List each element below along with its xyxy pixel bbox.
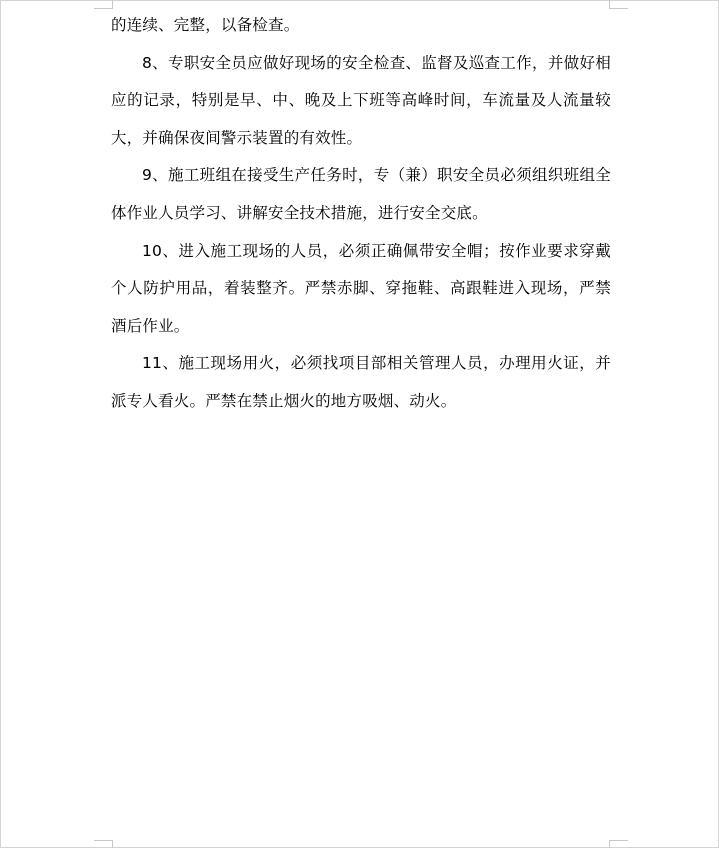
paragraph-item-10[interactable]: 10、进入施工现场的人员，必须正确佩带安全帽；按作业要求穿戴个人防护用品，着装整齐。严禁赤脚、穿拖鞋、高跟鞋进入现场，严禁酒后作业。 (111, 241, 611, 335)
document-body[interactable] (111, 7, 611, 421)
paragraph-item-9[interactable]: 9、施工班组在接受生产任务时，专（兼）职安全员必须组织班组全体作业人员学习、讲解安全技术措施，进行安全交底。 (111, 166, 611, 222)
page-corner-mark-bottom-right (609, 840, 628, 848)
paragraph-continued[interactable]: 的连续、完整，以备检查。 (111, 16, 300, 34)
paragraph-item-8[interactable]: 8、专职安全员应做好现场的安全检查、监督及巡查工作，并做好相应的记录，特别是早、中、晚及上下班等高峰时间，车流量及人流量较大，并确保夜间警示装置的有效性。 (111, 53, 611, 147)
paragraph-item-11[interactable]: 11、施工现场用火，必须找项目部相关管理人员，办理用火证，并派专人看火。严禁在禁止烟火的地方吸烟、动火。 (111, 354, 611, 410)
page-corner-mark-top-right (609, 0, 628, 9)
page-corner-mark-bottom-left (94, 840, 113, 848)
